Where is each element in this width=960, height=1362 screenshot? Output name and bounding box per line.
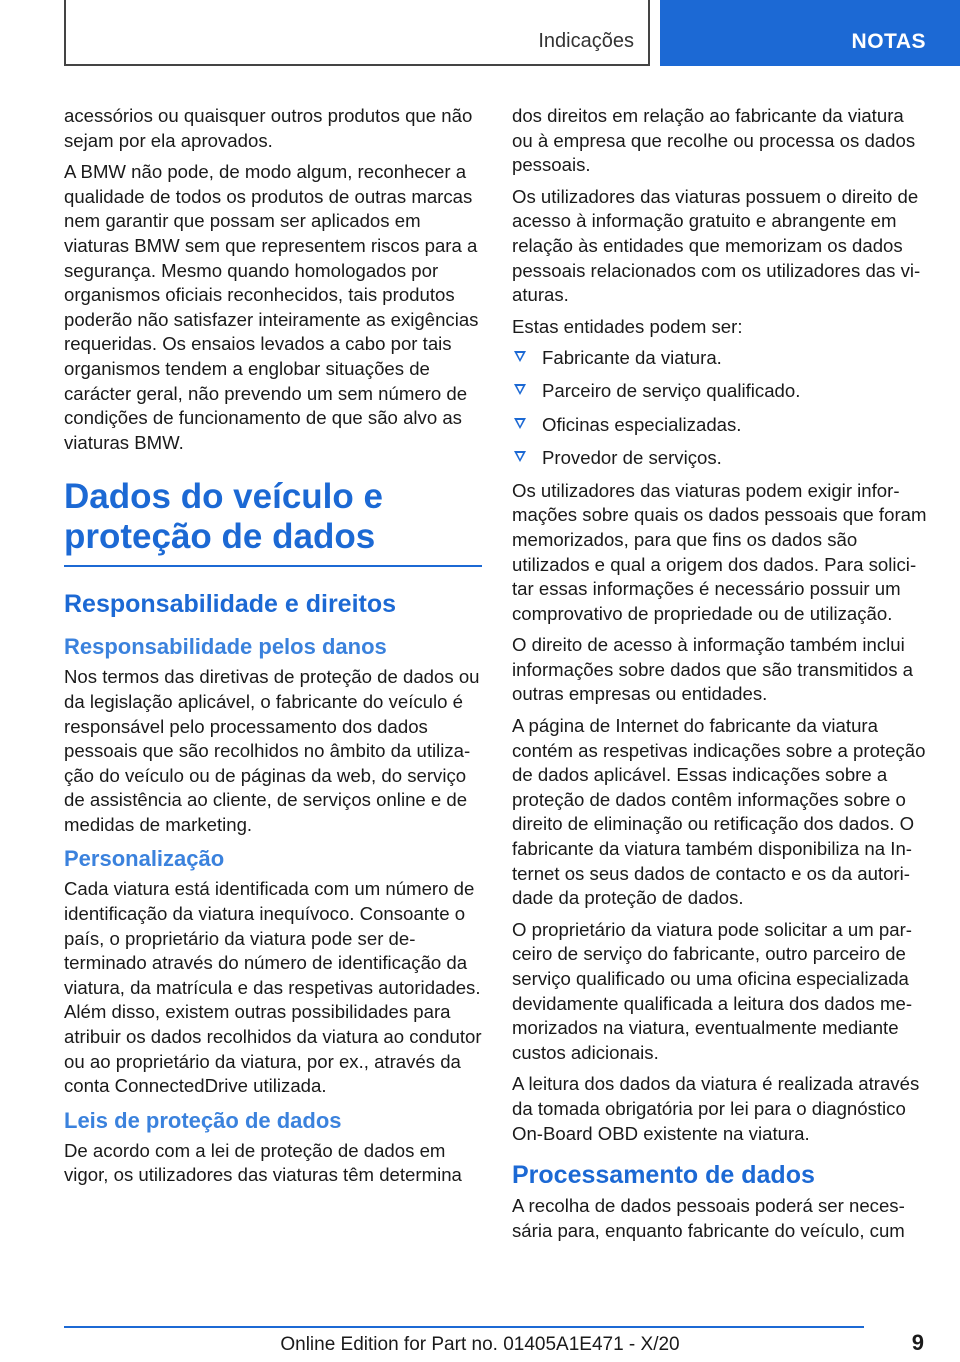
chapter-title-line: proteção de dados (64, 517, 376, 557)
subsection-heading: Personalização (64, 846, 225, 872)
header-chapter-tab-label: NOTAS (851, 30, 926, 53)
left-column (64, 104, 482, 1195)
section-heading: Responsabilidade e direitos (64, 590, 397, 619)
paragraph: Os utilizadores das viaturas podem exigir informações sobre quais os dados pessoais que foram memorizados, para que fins os dados são utilizados e qual a origem dos dados. Para solicitar essas informações é necessário possuir um comprovativo de propriedade ou de utilização. (512, 479, 927, 624)
header-chapter-tab (660, 0, 960, 66)
paragraph: O proprietário da viatura pode solicitar a um parceiro de serviço do fabricante, outro parceiro de serviço qualificado ou uma oficina especializada devidamente qualificada a leitura dos dados memorizados na viatura, eventualmente mediante custos adicionais. (512, 918, 913, 1063)
triangle-bullet-icon (514, 384, 526, 395)
list-item (512, 413, 928, 438)
paragraph: De acordo com a lei de proteção de dados em vigor, os utilizadores das viaturas têm determina (64, 1139, 462, 1186)
paragraph: A recolha de dados pessoais poderá ser necessária para, enquanto fabricante do veículo, cum (512, 1195, 905, 1241)
list-item (512, 379, 928, 404)
paragraph: Estas entidades podem ser: (512, 315, 743, 337)
header-section-title: Indicações (538, 30, 634, 52)
paragraph: A página de Internet do fabricante da viatura contém as respetivas indicações sobre a proteção de dados aplicável. Essas indicações sobre a proteção de dados contêm informações sobre o direito de eliminação ou retificação dos dados. O fabricante da viatura também disponibiliza na Internet os seus dados de contacto e os da autoridade da proteção de dados. (512, 715, 926, 909)
list-item-label: Provedor de serviços. (542, 446, 722, 468)
triangle-bullet-icon (514, 451, 526, 462)
triangle-bullet-icon (514, 351, 526, 362)
header-section-box (64, 0, 650, 66)
entity-list (512, 346, 928, 470)
paragraph: dos direitos em relação ao fabricante da viatura ou à empresa que recolhe ou processa os dados pessoais. (512, 105, 916, 176)
list-item-label: Oficinas especializadas. (542, 413, 742, 435)
list-item-label: Fabricante da viatura. (542, 347, 722, 369)
paragraph: A leitura dos dados da viatura é realizada através da tomada obrigatória por lei para o diagnóstico On-Board OBD existente na viatura. (512, 1073, 920, 1144)
right-column (512, 104, 928, 1250)
page-number: 9 (911, 1330, 924, 1355)
triangle-bullet-icon (514, 418, 526, 429)
footer-rule (64, 1326, 864, 1328)
paragraph: Os utilizadores das viaturas possuem o direito de acesso à informação gratuito e abrangente em relação às entidades que memorizam os dados pessoais relacionados com os utilizadores das viaturas. (512, 185, 921, 306)
paragraph: O direito de acesso à informação também inclui informações sobre dados que são transmitidos a outras empresas ou entidades. (512, 634, 914, 705)
footer-edition: Online Edition for Part no. 01405A1E471 - X/20 (280, 1334, 680, 1355)
paragraph: Cada viatura está identificada com um número de identificação da viatura inequívoco. Consoante o país, o proprietário da viatura pode ser determinado através do número de identificação da viatura, da matrícula e das respetivas autoridades. Além disso, existem outras possibilidades para atribuir os dados recolhidos da viatura ao condutor ou ao proprietário da viatura, por ex., através da conta ConnectedDrive utilizada. (64, 878, 482, 1097)
paragraph: Nos termos das diretivas de proteção de dados ou da legislação aplicável, o fabricante do veículo é responsável pelo processamento dos dados pessoais que são recolhidos no âmbito da utilização do veículo ou de páginas da web, do serviço de assistência ao cliente, de serviços online e de medidas de marketing. (64, 666, 480, 835)
list-item-label: Parceiro de serviço qualificado. (542, 380, 801, 402)
chapter-title (64, 477, 482, 567)
paragraph: acessórios ou quaisquer outros produtos que não sejam por ela aprovados. (64, 105, 473, 151)
section-heading: Processamento de dados (512, 1161, 815, 1190)
subsection-heading: Responsabilidade pelos danos (64, 634, 387, 660)
paragraph: A BMW não pode, de modo algum, reconhecer a qualidade de todos os produtos de outras marcas nem garantir que possam ser aplicados em viaturas BMW sem que representem riscos para a segurança. Mesmo quando homologados por organismos oficiais reconhecidos, tais produtos poderão não satisfazer inteiramente as exigências requeridas. Os ensaios levados a cabo por tais organismos tendem a englobar situações de carácter geral, não prevendo um sem número de condições de funcionamento de que são alvo as viaturas BMW. (64, 161, 479, 453)
chapter-title-line: Dados do veículo e (64, 477, 383, 517)
list-item (512, 446, 928, 471)
subsection-heading: Leis de proteção de dados (64, 1107, 342, 1133)
list-item (512, 346, 928, 371)
